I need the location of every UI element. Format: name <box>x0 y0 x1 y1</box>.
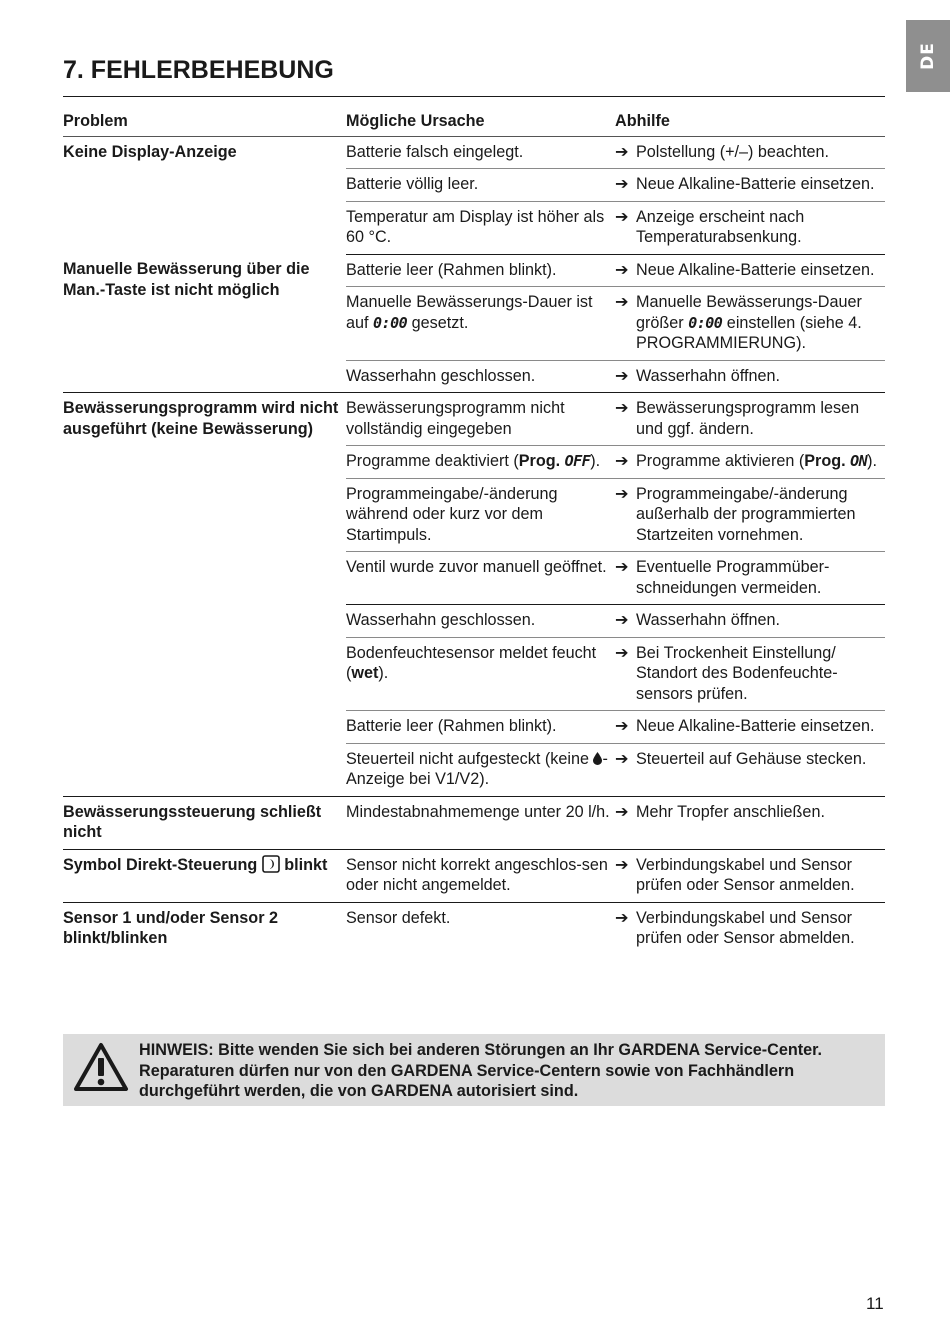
column-header-cause: Mögliche Ursache <box>346 107 615 136</box>
table-row <box>63 254 885 287</box>
fix-cell <box>615 711 885 744</box>
cause-cell: Programmeingabe/-änderung während oder kurz vor dem Startimpuls. <box>346 478 615 552</box>
cause-text: Manuelle Bewässerungs-Dauer ist auf <box>346 293 593 332</box>
problem-text: blinkt <box>279 855 328 874</box>
cause-cell: Sensor defekt. <box>346 908 451 927</box>
fix-text: Bei Trockenheit Einstellung/ Standort des Bodenfeuchte-sensors prüfen. <box>636 643 838 703</box>
page-title: 7. FEHLERBEHEBUNG <box>63 56 334 84</box>
fix-cell <box>615 169 885 202</box>
fix-text: Mehr Tropfer anschließen. <box>636 802 825 821</box>
arrow-icon: ➔ <box>615 717 629 735</box>
arrow-icon: ➔ <box>615 399 629 417</box>
table-row <box>63 136 885 169</box>
fix-text: Wasserhahn öffnen. <box>636 611 780 629</box>
problem-cell: Bewässerungssteuerung schließt nicht <box>63 796 346 849</box>
fix-text: Anzeige erscheint nach Temperaturabsenkung. <box>636 207 805 246</box>
cause-cell: Bewässerungsprogramm nicht vollständig eingegeben <box>346 393 615 446</box>
arrow-icon: ➔ <box>615 366 629 385</box>
arrow-icon: ➔ <box>615 207 629 226</box>
page-number: 11 <box>866 1294 884 1313</box>
fix-text: Verbindungskabel und Sensor prüfen oder Sensor anmelden. <box>636 855 855 894</box>
column-header-problem: Problem <box>63 107 346 136</box>
problem-cell: Sensor 1 und/oder Sensor 2 blinkt/blinken <box>63 908 278 947</box>
table-row <box>63 902 885 955</box>
language-tab-label: DE <box>917 42 938 70</box>
fix-cell <box>615 136 885 169</box>
cause-cell: Temperatur am Display ist höher als 60 °C. <box>346 201 615 254</box>
fix-text: Polstellung (+/–) beachten. <box>636 142 830 161</box>
arrow-icon: ➔ <box>615 175 629 193</box>
problem-text: Symbol Direkt-Steuerung <box>63 855 262 874</box>
fix-cell <box>615 902 885 955</box>
problem-cell: Bewässerungsprogramm wird nicht ausgeführt (keine Bewässerung) <box>63 393 346 797</box>
language-tab <box>906 20 950 92</box>
display-code: OFF <box>564 452 591 470</box>
fix-text: Steuerteil auf Gehäuse stecken. <box>636 749 867 768</box>
arrow-icon: ➔ <box>615 452 629 470</box>
title-divider <box>63 96 885 97</box>
column-header-fix: Abhilfe <box>615 107 885 136</box>
fix-bold-text: Prog. <box>804 452 846 470</box>
fix-cell <box>615 849 885 902</box>
problem-cell <box>63 849 346 902</box>
fix-cell <box>615 287 885 361</box>
cause-cell <box>346 743 615 796</box>
fix-cell <box>615 637 885 711</box>
fix-cell <box>615 201 885 254</box>
fix-cell <box>615 446 885 479</box>
display-code: 0:00 <box>688 313 723 332</box>
troubleshooting-table <box>63 107 885 955</box>
cause-text: -Anzeige bei V1/V2). <box>346 749 608 788</box>
fix-text-part: einstellen (siehe 4. PROGRAMMIERUNG). <box>636 313 862 352</box>
fix-cell <box>615 796 885 849</box>
fix-cell <box>615 552 885 605</box>
cause-text: Bodenfeuchtesensor meldet feucht ( <box>346 643 597 682</box>
problem-cell: Keine Display-Anzeige <box>63 142 237 161</box>
arrow-icon: ➔ <box>615 749 629 768</box>
fix-text: Neue Alkaline-Batterie einsetzen. <box>636 260 875 279</box>
cause-text: gesetzt. <box>407 313 469 332</box>
fix-text: Verbindungskabel und Sensor prüfen oder Sensor abmelden. <box>636 908 855 947</box>
fix-cell <box>615 743 885 796</box>
notice-text: HINWEIS: Bitte wenden Sie sich bei anderen Störungen an Ihr GARDENA Service-Center. Reparaturen dürfen nur von den GARDENA Service-Centern sowie von Fachhändlern durchgeführt werden, die von GARDENA autorisiert sind. <box>139 1041 823 1100</box>
cause-cell <box>346 287 615 361</box>
fix-text-part: Programme aktivieren ( <box>636 452 805 470</box>
arrow-icon: ➔ <box>615 293 629 311</box>
cause-bold-text: Prog. <box>518 452 561 470</box>
cause-text: ). <box>590 452 601 470</box>
table-row <box>63 849 885 902</box>
fix-text: Eventuelle Programmüber-schneidungen vermeiden. <box>636 558 830 597</box>
arrow-icon: ➔ <box>615 484 629 503</box>
fix-text: Neue Alkaline-Batterie einsetzen. <box>636 175 875 193</box>
warning-icon <box>63 1034 139 1092</box>
cause-cell: Ventil wurde zuvor manuell geöffnet. <box>346 552 615 605</box>
fix-text-part: ). <box>867 452 878 470</box>
fix-text: Programmeingabe/-änderung außerhalb der programmierten Startzeiten vornehmen. <box>636 484 856 544</box>
cause-cell: Batterie völlig leer. <box>346 169 615 202</box>
cause-cell: Mindestabnahmemenge unter 20 l/h. <box>346 796 615 849</box>
cause-text: Steuerteil nicht aufgesteckt (keine <box>346 749 594 768</box>
fix-text-part: Manuelle Bewässerungs-Dauer größer <box>636 293 862 332</box>
arrow-icon: ➔ <box>615 643 629 662</box>
arrow-icon: ➔ <box>615 558 629 576</box>
fix-cell <box>615 478 885 552</box>
fix-text <box>636 292 885 354</box>
table-row <box>63 796 885 849</box>
notice-box <box>63 1034 885 1106</box>
cause-cell: Batterie leer (Rahmen blinkt). <box>346 711 615 744</box>
display-code: ON <box>850 452 868 470</box>
cause-text: Programme deaktiviert ( <box>346 452 519 470</box>
cause-cell: Sensor nicht korrekt angeschlos-sen oder nicht angemeldet. <box>346 849 615 902</box>
arrow-icon: ➔ <box>615 855 629 874</box>
fix-text: Bewässerungsprogramm lesen und ggf. ändern. <box>636 399 860 438</box>
cause-text: ). <box>378 664 389 682</box>
arrow-icon: ➔ <box>615 142 629 161</box>
cause-cell: Wasserhahn geschlossen. <box>346 605 615 638</box>
fix-cell <box>615 605 885 638</box>
fix-cell <box>615 360 885 393</box>
problem-cell: Manuelle Bewässerung über die Man.-Taste ist nicht möglich <box>63 254 346 393</box>
display-code: 0:00 <box>373 313 408 332</box>
arrow-icon: ➔ <box>615 908 629 927</box>
arrow-icon: ➔ <box>615 260 629 279</box>
arrow-icon: ➔ <box>615 611 629 629</box>
direct-control-icon <box>262 855 280 873</box>
cause-cell: Batterie falsch eingelegt. <box>346 136 615 169</box>
fix-text <box>636 451 877 472</box>
cause-cell <box>346 637 615 711</box>
table-header-row <box>63 107 885 136</box>
cause-cell: Batterie leer (Rahmen blinkt). <box>346 254 615 287</box>
fix-text: Neue Alkaline-Batterie einsetzen. <box>636 717 875 735</box>
fix-cell <box>615 254 885 287</box>
fix-text: Wasserhahn öffnen. <box>636 366 780 385</box>
fix-cell <box>615 393 885 446</box>
cause-cell: Wasserhahn geschlossen. <box>346 360 615 393</box>
arrow-icon: ➔ <box>615 802 629 821</box>
cause-cell <box>346 446 615 479</box>
table-row <box>63 393 885 446</box>
cause-bold-text: wet <box>351 664 379 682</box>
